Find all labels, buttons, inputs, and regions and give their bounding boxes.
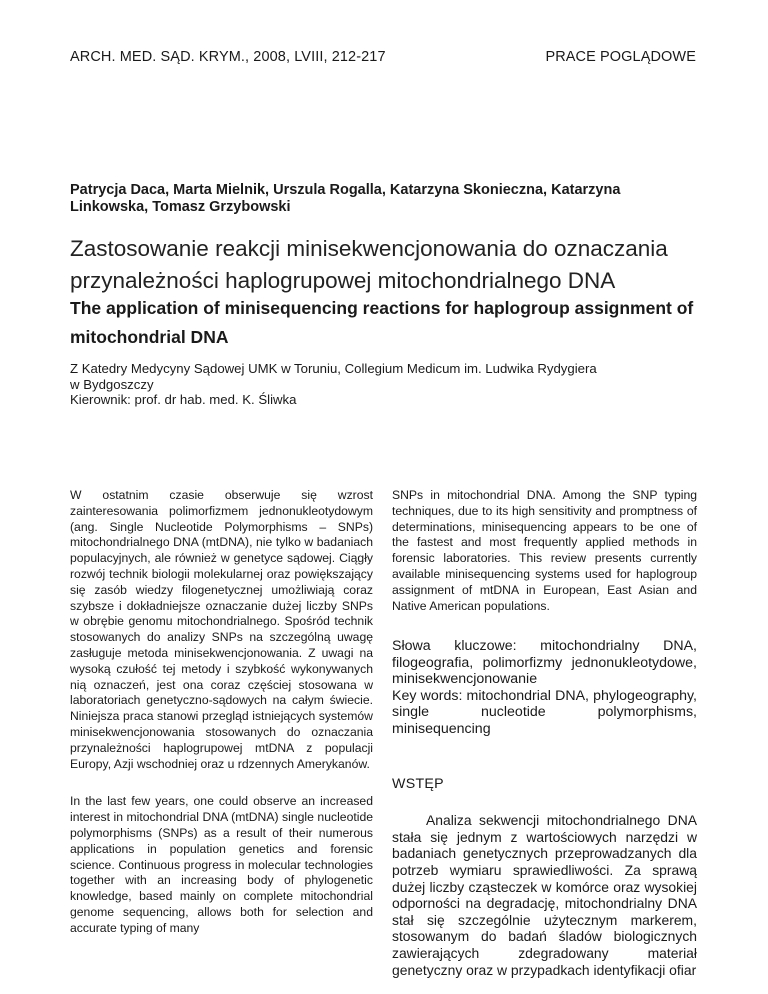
keywords-polish: Słowa kluczowe: mitochondrialny DNA, filogeografia, polimorfizmy jednonukleotydowe, minisekwencjonowanie: [392, 638, 697, 688]
affiliation-head: Kierownik: prof. dr hab. med. K. Śliwka: [70, 392, 297, 407]
left-column: [70, 488, 373, 937]
title-english: The application of minisequencing reactions for haplogroup assignment of mitochondrial DNA: [70, 298, 694, 347]
intro-paragraph: Analiza sekwencji mitochondrialnego DNA stała się jednym z wartościowych narzędzi w badaniach genetycznych przeprowadzanych dla potrzeb wymiaru sprawiedliwości. Za sprawą dużej liczby cząsteczek w komórce oraz wysokiej odporności na degradację, mitochondrialny DNA stał się szczególnie użytecznym markerem, stosowanym do badań śladów biologicznych zawierających zdegradowany materiał genetyczny oraz w przypadkach identyfikacji ofiar: [392, 812, 697, 978]
abstract-english: In the last few years, one could observe an increased interest in mitochondrial DNA (mtDNA) single nucleotide polymorphisms (SNPs) as a result of their numerous applications in population genetics and forensic science. Continuous progress in molecular technologies together with an increasing body of phylogenetic knowledge, based mainly on complete mitochondrial genome sequencing, allows both for selection and accurate typing of many: [70, 794, 373, 935]
affiliation-line: Z Katedry Medycyny Sądowej UMK w Toruniu, Collegium Medicum im. Ludwika Rydygiera: [70, 361, 597, 376]
section-label: PRACE POGLĄDOWE: [545, 49, 696, 65]
abstract-polish: W ostatnim czasie obserwuje się wzrost zainteresowania polimorfizmem jednonukleotydowym (ang. Single Nucleotide Polymorphisms – SNPs) mitochondrialnego DNA (mtDNA), nie tylko w badaniach populacyjnych, ale również w genetyce sądowej. Ciągły rozwój technik biologii molekularnej oraz powiększający się zasób wiedzy filogenetycznej umożliwiają coraz szybsze i dokładniejsze oznaczanie dużej liczby SNPs w obrębie genomu mitochondrialnego. Spośród technik stosowanych do analizy SNPs na szczególną uwagę zasługuje metoda minisekwencjonowania. Z uwagi na wysoką czułość tej metody i szybkość wykonywanych nią oznaczeń, jest ona coraz częściej stosowana w laboratoriach genetyczno-sądowych na całym świecie. Niniejsza praca stanowi przegląd istniejących systemów minisekwencjonowania stosowanych do oznaczania przynależności haplogrupowej mtDNA z populacji Europy, Azji wschodniej oraz u rdzennych Amerykanów.: [70, 488, 373, 771]
abstract-english-continued: SNPs in mitochondrial DNA. Among the SNP typing techniques, due to its high sensitivity and promptness of determinations, minisequencing appears to be one of the fastest and most frequently applied methods in forensic laboratories. This review presents currently available minisequencing systems used for haplogroup assignment of mtDNA in European, East Asian and Native American populations.: [392, 488, 697, 613]
affiliation: [70, 361, 700, 408]
right-column: [392, 488, 697, 978]
journal-reference: ARCH. MED. SĄD. KRYM., 2008, LVIII, 212-217: [70, 49, 386, 65]
author-list: Patrycja Daca, Marta Mielnik, Urszula Rogalla, Katarzyna Skonieczna, Katarzyna Linkowska, Tomasz Grzybowski: [70, 182, 621, 215]
title-polish: Zastosowanie reakcji minisekwencjonowania do oznaczania przynależności haplogrupowej mitochondrialnego DNA: [70, 236, 668, 293]
affiliation-line: w Bydgoszczy: [70, 376, 154, 392]
keywords-english: Key words: mitochondrial DNA, phylogeography, single nucleotide polymorphisms, minisequencing: [392, 687, 697, 737]
section-heading-intro: WSTĘP: [392, 776, 444, 793]
